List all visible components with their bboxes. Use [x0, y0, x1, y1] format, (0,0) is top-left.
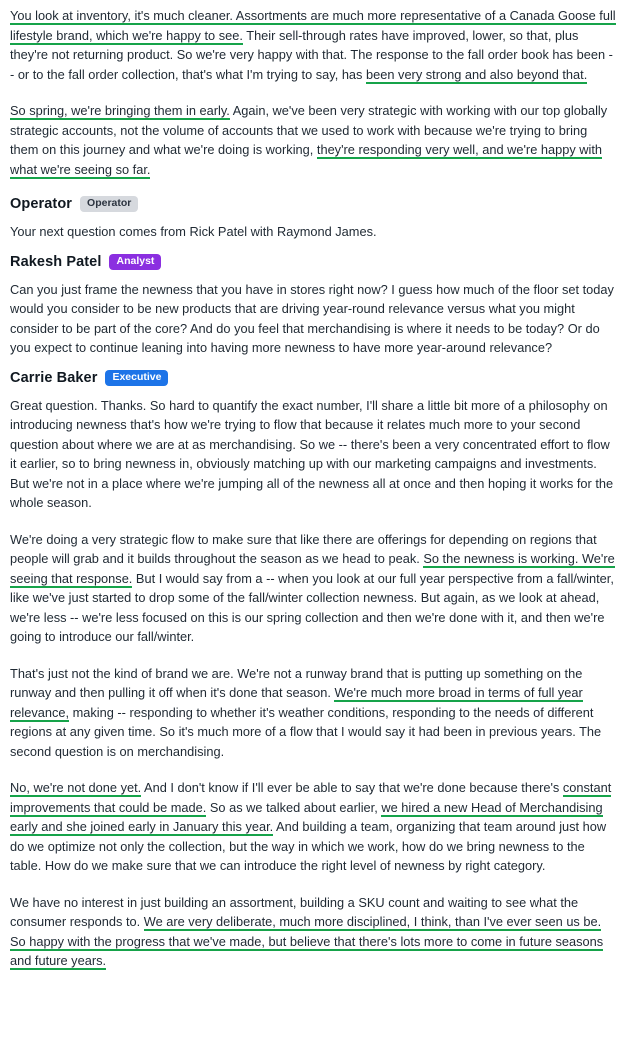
transcript-paragraph	[10, 778, 617, 876]
paragraph-text: That's just not the kind of brand we are. We're not a runway brand that is putting up something on the runway and then pulling it off when it's done that season.	[10, 665, 583, 700]
paragraph-text: Their sell-through rates have improved, lower, so that, plus they're not returning product. So we're very happy with that. The response to the fall order book has been -- or to the fall order collection, that's what I'm trying to say, has	[10, 27, 613, 82]
speaker-header	[10, 370, 617, 386]
transcript-paragraph	[10, 530, 617, 647]
speaker-name: Carrie Baker	[10, 369, 98, 386]
transcript-paragraph	[10, 6, 617, 84]
paragraph-text: Can you just frame the newness that you have in stores right now? I guess how much of the floor set today would you consider to be new products that are driving year-round relevance versus what you might consider to be part of the core? And do you feel that merchandising is where it needs to be today? Or do you expect to continue leaning into having more newness to have more year-around relevance?	[10, 281, 614, 355]
transcript-paragraph	[10, 280, 617, 358]
speaker-name: Rakesh Patel	[10, 253, 102, 270]
transcript-paragraph	[10, 101, 617, 179]
highlighted-text: We are very deliberate, much more disciplined, I think, than I've ever seen us be. So happy with the progress that we've made, but believe that there's lots more to come in future seasons and future years.	[10, 914, 604, 968]
paragraph-text: We're doing a very strategic flow to make sure that like there are offerings for depending on regions that people will grab and it builds throughout the season as we head to peak.	[10, 531, 597, 566]
highlighted-text: You look at inventory, it's much cleaner. Assortments are much more representative of a Canada Goose full lifestyle brand, which we're happy to see.	[10, 8, 616, 43]
speaker-role-badge: Operator	[80, 196, 138, 212]
transcript-paragraph	[10, 893, 617, 971]
paragraph-text: Great question. Thanks. So hard to quantify the exact number, I'll share a little bit more of a philosophy on introducing newness that's how we're trying to flow that because it relates much more to your second question about where we are at as merchandising. So we -- there's been a very concentrated effort to flow it earlier, so to bring newness in, obviously matching up with our marketing campaigns and investments. But we're not in a place where we're jumping all of the newness all at once and then hoping it works for the whole season.	[10, 397, 614, 510]
transcript-paragraph	[10, 222, 617, 242]
transcript-paragraph	[10, 396, 617, 513]
paragraph-text: And building a team, organizing that team around just how do we optimize not only the collection, but the way in which we work, how do we bring newness to the table. How do we make sure that we can introduce the right level of newness by right category.	[10, 819, 607, 873]
highlighted-text: constant improvements that could be made.	[10, 780, 612, 815]
paragraph-text: But I would say from a -- when you look at our full year perspective from a fall/winter, like we've just started to drop some of the fall/winter collection newness. But again, as we look at ahead, we're less -- we're less focused on this is our spring collection and then we're done with it, and then we're going to introduce our fall/winter.	[10, 570, 614, 644]
paragraph-text: making -- responding to whether it's weather conditions, responding to the needs of different regions at any given time. So it's much more of a flow that I would say it had been in previous years. The second question is on merchandising.	[10, 704, 602, 759]
highlighted-text: we hired a new Head of Merchandising early and she joined early in January this year.	[10, 799, 603, 834]
transcript-paragraph	[10, 664, 617, 762]
speaker-block-carrie-baker	[10, 370, 617, 971]
paragraph-text: And I don't know if I'll ever be able to say that we're done because there's	[141, 780, 563, 795]
highlighted-text: they're responding very well, and we're happy with what we're seeing so far.	[10, 142, 603, 177]
paragraph-text: So as we talked about earlier,	[206, 799, 382, 815]
speaker-role-badge: Executive	[105, 370, 168, 386]
speaker-block-operator	[10, 196, 617, 242]
transcript-content	[10, 6, 617, 971]
highlighted-text: So spring, we're bringing them in early.	[10, 103, 230, 118]
paragraph-text: Again, we've been very strategic with working with our top globally strategic accounts, not the volume of accounts that we used to work with because we're trying to bring them on this journey and what we're doing is working,	[10, 103, 608, 157]
speaker-name: Operator	[10, 196, 73, 212]
speaker-block-rakesh-patel	[10, 254, 617, 358]
speaker-header	[10, 196, 617, 212]
highlighted-text: We're much more broad in terms of full year relevance,	[10, 685, 583, 720]
paragraph-text: Your next question comes from Rick Patel with Raymond James.	[10, 224, 377, 239]
highlighted-text: No, we're not done yet.	[10, 780, 142, 795]
speaker-header	[10, 254, 617, 270]
highlighted-text: been very strong and also beyond that.	[366, 66, 588, 82]
paragraph-text: We have no interest in just building an assortment, building a SKU count and waiting to see what the consumer responds to.	[10, 894, 579, 929]
highlighted-text: So the newness is working. We're seeing that response.	[10, 551, 615, 586]
speaker-role-badge: Analyst	[109, 254, 161, 270]
